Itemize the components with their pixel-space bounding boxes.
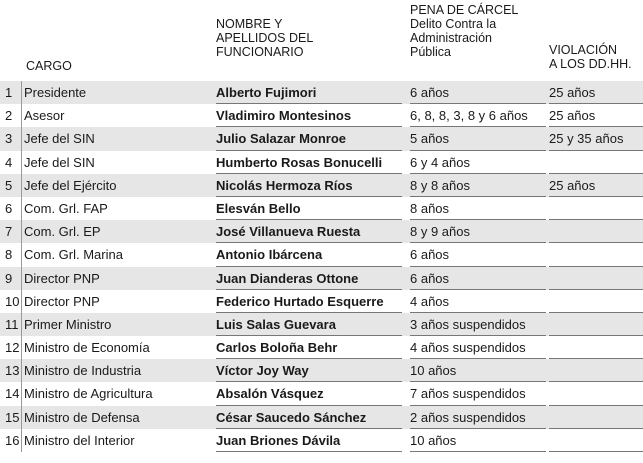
row-number: 10 xyxy=(5,293,20,309)
cell-cargo: Com. Grl. EP xyxy=(24,224,101,240)
cell-nombre: Elesván Bello xyxy=(216,200,301,216)
cell-pena: 8 y 8 años xyxy=(410,177,470,193)
cell-violacion xyxy=(549,429,641,452)
cell-cargo: Ministro de Agricultura xyxy=(24,386,153,402)
cell-violacion xyxy=(549,313,641,336)
row-number: 9 xyxy=(5,270,13,286)
cell-cargo: Com. Grl. Marina xyxy=(24,247,123,263)
cell-nombre: Luis Salas Guevara xyxy=(216,316,336,332)
row-number: 11 xyxy=(5,316,19,332)
cell-nombre: Carlos Boloña Behr xyxy=(216,340,338,356)
header-pena-line: Pública xyxy=(410,45,451,59)
underline-nombre xyxy=(216,451,402,452)
cell-nombre: Humberto Rosas Bonucelli xyxy=(216,154,383,170)
header-violacion-line: VIOLACIÓN xyxy=(549,43,618,57)
cell-cargo: Jefe del SIN xyxy=(24,154,95,170)
cell-pena: 4 años xyxy=(410,293,450,309)
cell-violacion xyxy=(549,220,641,243)
cell-cargo: Presidente xyxy=(24,85,87,100)
table-row xyxy=(0,174,643,197)
underline-pena xyxy=(410,451,546,452)
cell-nombre: José Villanueva Ruesta xyxy=(216,224,361,240)
row-number: 12 xyxy=(5,340,20,356)
row-number: 15 xyxy=(5,409,20,425)
header-violacion xyxy=(549,43,632,71)
data-table xyxy=(0,81,643,452)
column-divider xyxy=(21,81,22,452)
cell-pena: 4 años suspendidos xyxy=(410,340,526,356)
cell-pena: 5 años xyxy=(410,131,450,147)
table-row xyxy=(0,290,643,313)
cell-violacion: 25 años xyxy=(549,108,596,124)
cell-violacion xyxy=(549,406,641,429)
table-row xyxy=(0,104,643,127)
cell-cargo: Ministro del Interior xyxy=(24,432,135,448)
cell-nombre: Víctor Joy Way xyxy=(216,363,309,379)
cell-nombre: Juan Briones Dávila xyxy=(216,432,341,448)
cell-pena: 6 y 4 años xyxy=(410,154,470,170)
cell-violacion xyxy=(549,151,641,174)
table-row xyxy=(0,382,643,405)
cell-violacion xyxy=(549,197,641,220)
table-row xyxy=(0,243,643,266)
cell-cargo: Primer Ministro xyxy=(24,316,112,332)
cell-pena: 6 años xyxy=(410,85,450,100)
cell-pena: 10 años xyxy=(410,432,457,448)
cell-cargo: Ministro de Defensa xyxy=(24,409,140,425)
cell-pena: 2 años suspendidos xyxy=(410,409,526,425)
cell-pena: 8 años xyxy=(410,200,450,216)
row-number: 14 xyxy=(5,386,20,402)
cell-pena: 3 años suspendidos xyxy=(410,316,526,332)
row-number: 4 xyxy=(5,154,13,170)
cell-nombre: Vladimiro Montesinos xyxy=(216,108,352,124)
cell-violacion: 25 años xyxy=(549,85,596,100)
header-cargo xyxy=(26,59,72,73)
table-row xyxy=(0,313,643,336)
row-number: 13 xyxy=(5,363,20,379)
underline-violacion xyxy=(549,451,643,452)
cell-violacion: 25 y 35 años xyxy=(549,131,624,147)
cell-violacion xyxy=(549,243,641,266)
header-pena xyxy=(410,3,518,59)
cell-nombre: Julio Salazar Monroe xyxy=(216,131,347,147)
cell-violacion xyxy=(549,290,641,313)
cell-nombre: Nicolás Hermoza Ríos xyxy=(216,177,353,193)
cell-cargo: Asesor xyxy=(24,108,65,124)
header-pena-line: PENA DE CÁRCEL xyxy=(410,3,519,17)
cell-pena: 6, 8, 8, 3, 8 y 6 años xyxy=(410,108,528,124)
cell-cargo: Jefe del Ejército xyxy=(24,177,117,193)
cell-cargo: Jefe del SIN xyxy=(24,131,95,147)
row-number: 5 xyxy=(5,177,13,193)
header-nombre-line: APELLIDOS DEL xyxy=(216,31,314,45)
table-row xyxy=(0,336,643,359)
cell-pena: 8 y 9 años xyxy=(410,224,470,240)
header-cargo-line: CARGO xyxy=(26,59,72,73)
cell-nombre: César Saucedo Sánchez xyxy=(216,409,367,425)
header-nombre-line: NOMBRE Y xyxy=(216,17,283,31)
table-row xyxy=(0,406,643,429)
header-nombre xyxy=(216,17,313,59)
header-violacion-line: A LOS DD.HH. xyxy=(549,57,632,71)
cell-nombre: Absalón Vásquez xyxy=(216,386,324,402)
cell-cargo: Ministro de Economía xyxy=(24,340,150,356)
cell-violacion: 25 años xyxy=(549,177,596,193)
row-number: 8 xyxy=(5,247,13,263)
cell-cargo: Com. Grl. FAP xyxy=(24,200,108,216)
cell-nombre: Alberto Fujimori xyxy=(216,85,317,100)
table-row xyxy=(0,81,643,104)
header-pena-line: Delito Contra la xyxy=(410,17,497,31)
cell-cargo: Director PNP xyxy=(24,293,100,309)
row-number: 7 xyxy=(5,224,13,240)
cell-nombre: Antonio Ibárcena xyxy=(216,247,323,263)
cell-pena: 6 años xyxy=(410,270,450,286)
cell-violacion xyxy=(549,382,641,405)
cell-nombre: Juan Dianderas Ottone xyxy=(216,270,359,286)
row-number: 2 xyxy=(5,108,13,124)
cell-pena: 6 años xyxy=(410,247,450,263)
header-nombre-line: FUNCIONARIO xyxy=(216,45,304,59)
table-row xyxy=(0,359,643,382)
table-row xyxy=(0,429,643,452)
cell-pena: 7 años suspendidos xyxy=(410,386,526,402)
row-number: 16 xyxy=(5,432,20,448)
cell-violacion xyxy=(549,336,641,359)
header-pena-line: Administración xyxy=(410,31,492,45)
table-row xyxy=(0,127,643,150)
cell-cargo: Ministro de Industria xyxy=(24,363,142,379)
row-number: 6 xyxy=(5,200,13,216)
row-number: 1 xyxy=(5,85,13,100)
cell-violacion xyxy=(549,359,641,382)
table-row xyxy=(0,197,643,220)
row-number: 3 xyxy=(5,131,13,147)
cell-pena: 10 años xyxy=(410,363,457,379)
cell-cargo: Director PNP xyxy=(24,270,100,286)
table-row xyxy=(0,151,643,174)
table-row xyxy=(0,267,643,290)
cell-violacion xyxy=(549,267,641,290)
table-row xyxy=(0,220,643,243)
cell-nombre: Federico Hurtado Esquerre xyxy=(216,293,384,309)
